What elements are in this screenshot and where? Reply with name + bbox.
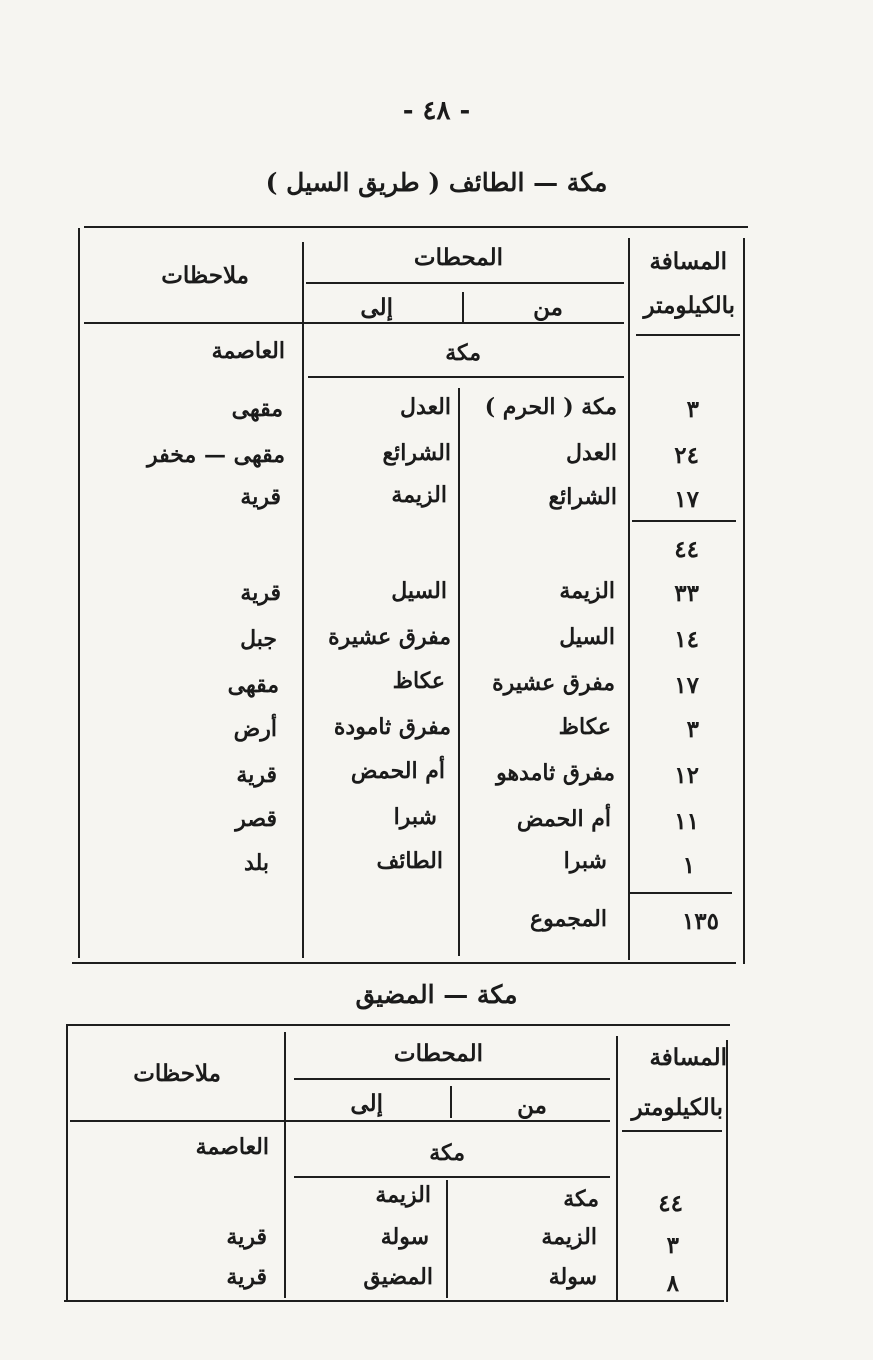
row-from: الشرائع (548, 484, 617, 510)
header-to: إلى (360, 294, 393, 321)
row-distance: ١٤ (674, 626, 699, 653)
row-from: مفرق عشيرة (492, 670, 615, 696)
total-label: المجموع (530, 906, 607, 932)
row-distance: ٣٣ (674, 580, 699, 607)
row-to: مفرق ثامودة (333, 714, 451, 740)
header-notes: ملاحظات (133, 1060, 221, 1087)
table-left-border (66, 1026, 68, 1300)
row-from: الزيمة (541, 1224, 597, 1250)
header-from: من (517, 1092, 547, 1119)
row-distance: ٤٤ (658, 1190, 683, 1217)
header-distance: المسافة (649, 248, 727, 275)
section-title-2: مكة — المضيق (355, 980, 518, 1009)
row-note: قرية (226, 1264, 267, 1290)
row-distance: ٣ (686, 396, 699, 423)
row-to: المضيق (363, 1264, 433, 1290)
table-top-rule (66, 1024, 730, 1026)
row-from: مكة ( الحرم ) (484, 394, 617, 420)
header-stations: المحطات (413, 244, 503, 271)
subtotal: ٤٤ (674, 536, 699, 563)
row-from: مفرق ثامدهو (496, 760, 615, 786)
row-from: شبرا (563, 848, 607, 874)
row-note: قرية (226, 1224, 267, 1250)
table-bottom-rule (64, 1300, 724, 1302)
row-note: بلد (244, 850, 269, 876)
header-stations: المحطات (393, 1040, 483, 1067)
row-to: الطائف (376, 848, 443, 874)
column-divider-distance (616, 1036, 618, 1300)
header-distance: المسافة (649, 1044, 727, 1071)
header-distance-unit: بالكيلومتر (643, 292, 735, 319)
row-distance: ١٧ (674, 486, 699, 513)
row-distance: ١٧ (674, 672, 699, 699)
row-from: الزيمة (559, 578, 615, 604)
start-station: مكة (445, 340, 481, 366)
header-distance-unit: بالكيلومتر (631, 1094, 723, 1121)
row-to: أم الحمض (350, 758, 445, 784)
row-note: مقهى — مخفر (147, 442, 285, 468)
header-rule (70, 1120, 610, 1122)
start-note: العاصمة (211, 338, 285, 364)
row-distance: ١١ (674, 808, 699, 835)
row-to: العدل (400, 394, 451, 420)
header-from: من (533, 294, 563, 321)
row-note: مقهى (227, 672, 279, 698)
row-note: قرية (240, 484, 281, 510)
row-distance: ٣ (686, 716, 699, 743)
row-note: مقهى (231, 396, 283, 422)
row-note: أرض (233, 716, 277, 742)
column-divider-from-to (450, 1086, 452, 1118)
start-note: العاصمة (195, 1134, 269, 1160)
row-to: عكاظ (392, 668, 445, 694)
row-to: الشرائع (382, 440, 451, 466)
row-note: قرية (236, 762, 277, 788)
row-note: قرية (240, 580, 281, 606)
page-number: - ٤٨ - (402, 96, 471, 126)
row-distance: ٣ (666, 1232, 679, 1259)
row-from: أم الحمض (516, 806, 611, 832)
start-row-rule (294, 1176, 610, 1178)
column-divider-from-to (446, 1180, 448, 1298)
row-to: الزيمة (375, 1182, 431, 1208)
row-from: العدل (566, 440, 617, 466)
column-divider-notes (284, 1032, 286, 1298)
row-to: الزيمة (391, 482, 447, 508)
row-from: مكة (563, 1186, 599, 1212)
table-right-border (726, 1040, 728, 1302)
row-to: سولة (380, 1224, 429, 1250)
row-from: عكاظ (558, 714, 611, 740)
row-distance: ١٢ (674, 762, 699, 789)
row-note: قصر (235, 806, 277, 832)
header-notes: ملاحظات (161, 262, 249, 289)
row-to: شبرا (393, 804, 437, 830)
row-note: جبل (240, 626, 277, 652)
row-to: مفرق عشيرة (328, 624, 451, 650)
start-station: مكة (429, 1140, 465, 1166)
row-from: السيل (559, 624, 615, 650)
row-from: سولة (548, 1264, 597, 1290)
header-rule-distance (622, 1130, 722, 1132)
header-to: إلى (350, 1090, 383, 1117)
row-distance: ١ (682, 852, 695, 879)
total-distance: ١٣٥ (681, 908, 719, 935)
section-title-1: مكة — الطائف ( طريق السيل ) (265, 168, 608, 197)
row-distance: ٢٤ (674, 442, 699, 469)
row-to: السيل (391, 578, 447, 604)
header-rule-stations (294, 1078, 610, 1080)
row-distance: ٨ (666, 1270, 679, 1297)
